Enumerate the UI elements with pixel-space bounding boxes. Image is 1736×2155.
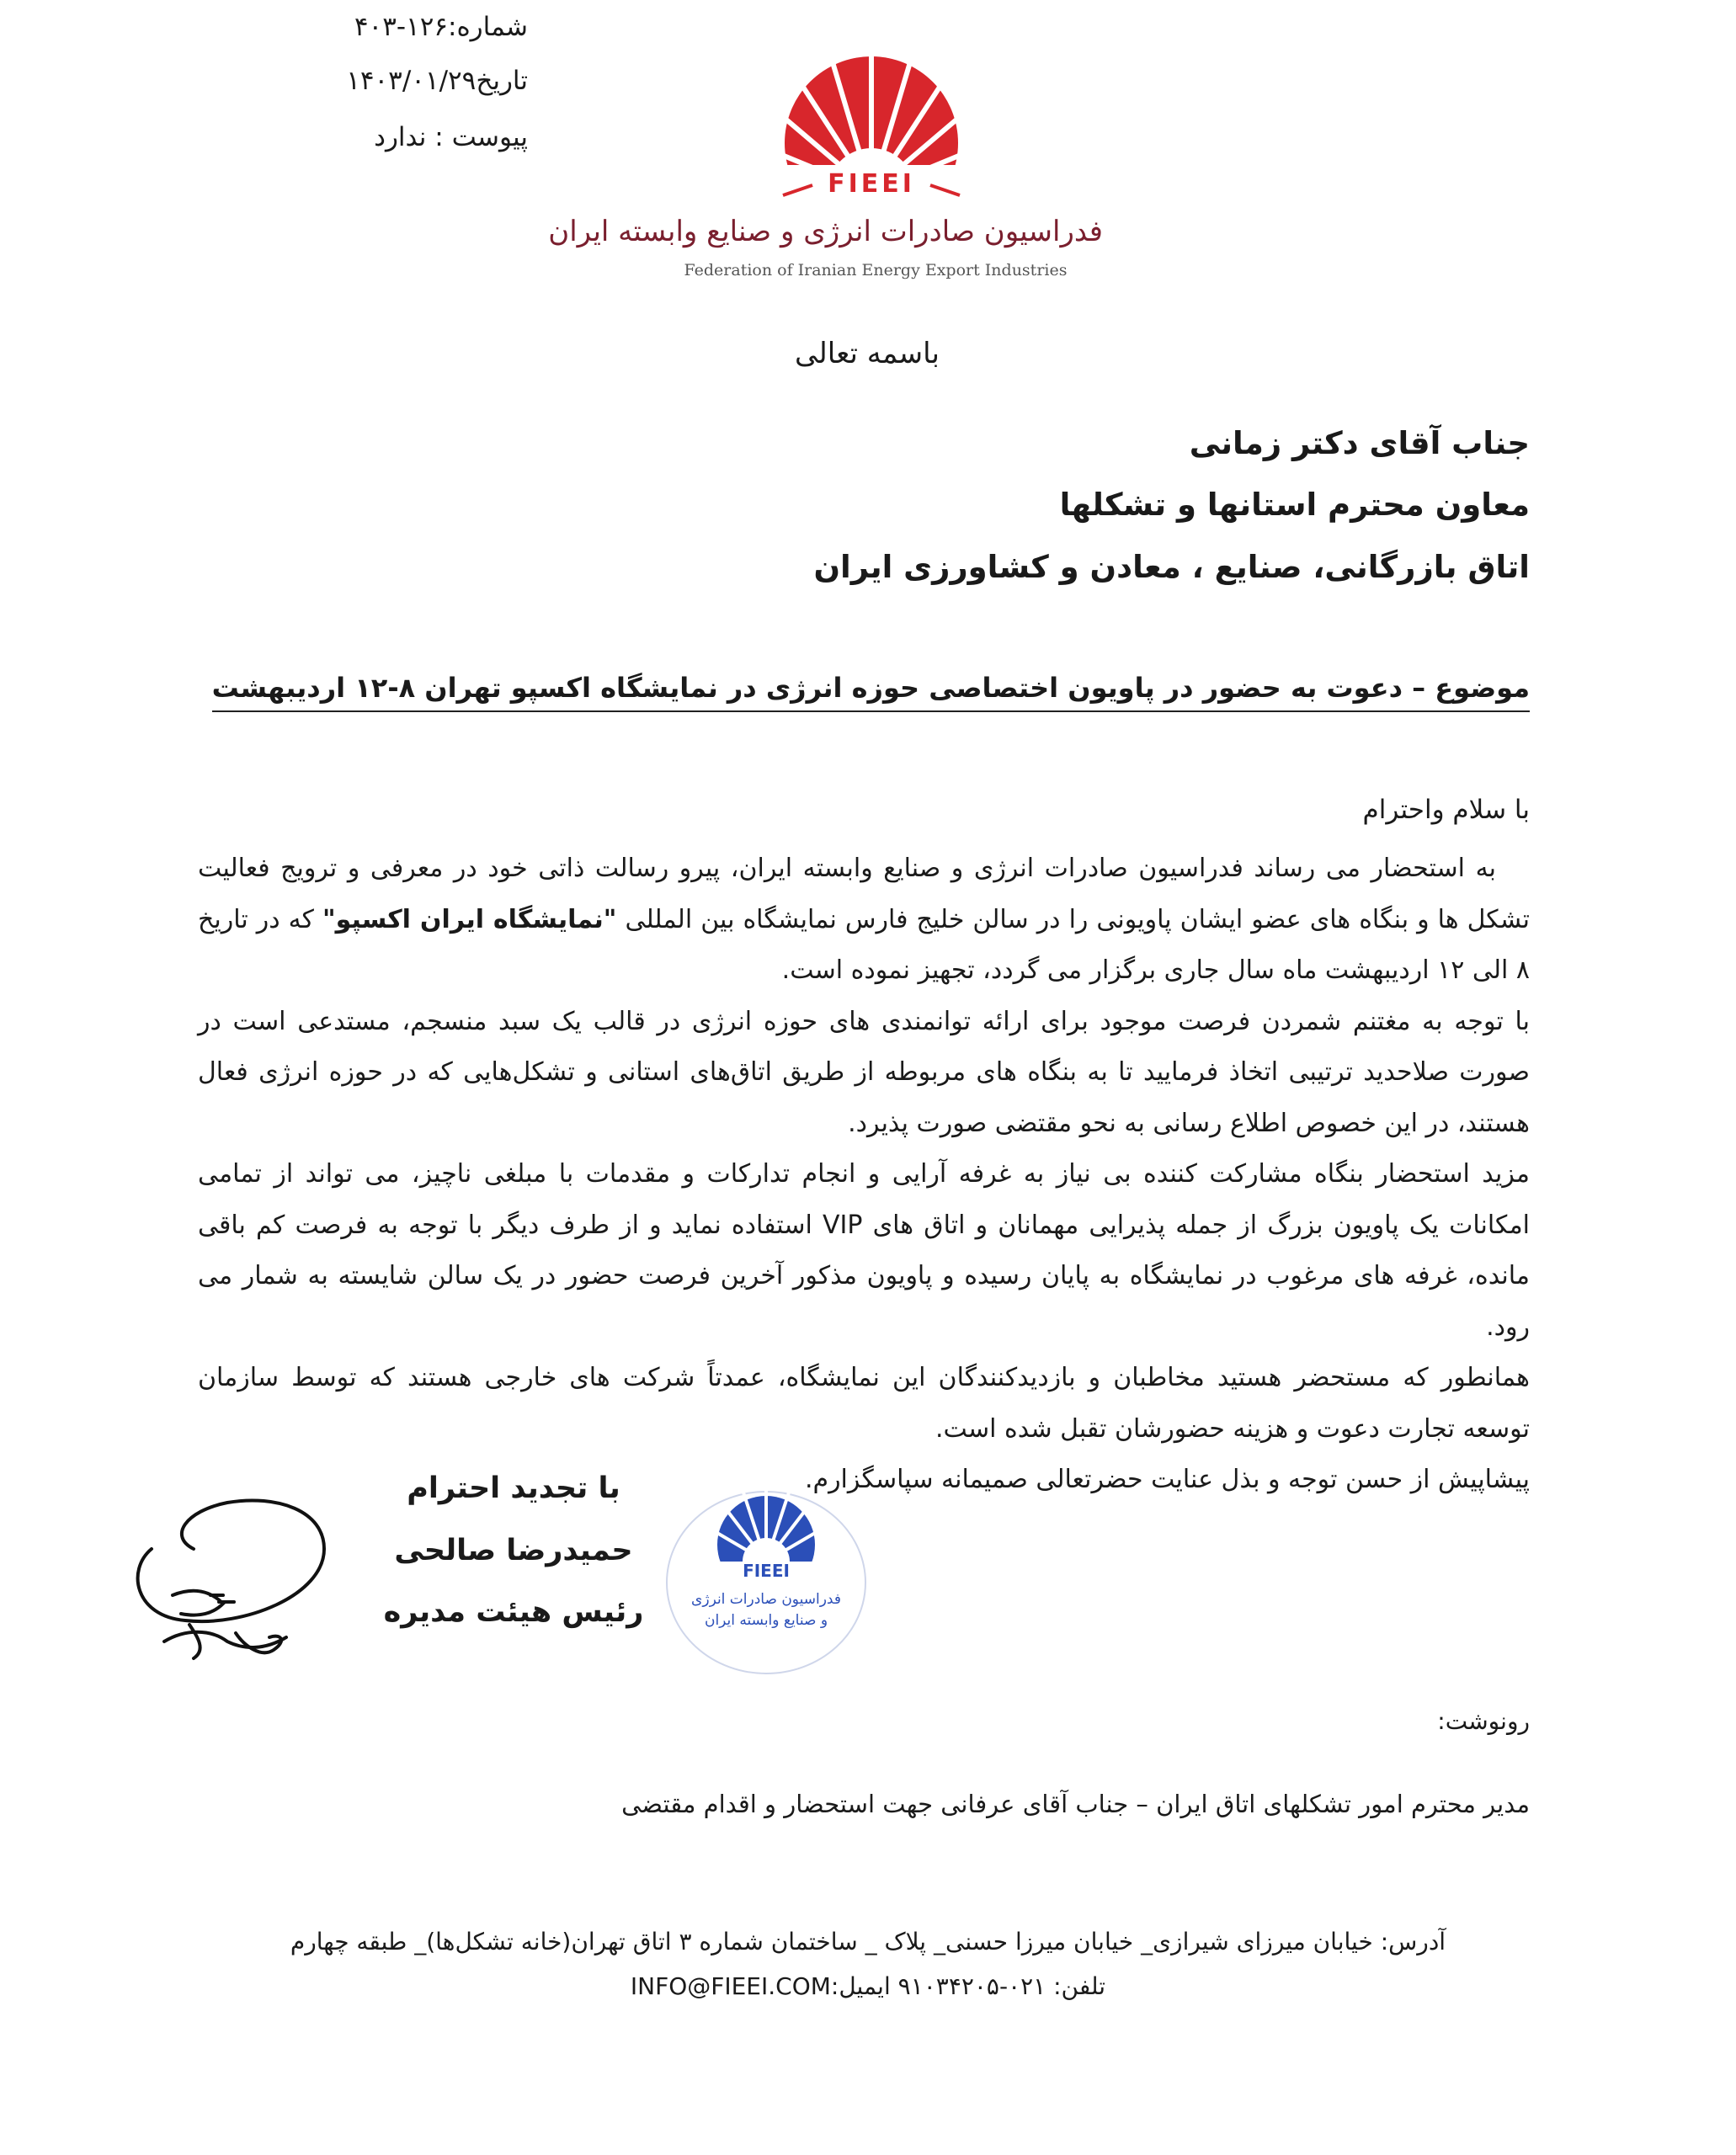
body-paragraph-3: مزید استحضار بنگاه مشارکت کننده بی نیاز به غرفه آرایی و انجام تدارکات و مقدمات با مبلغی ناچیز، می تواند از تمامی امکانات یک پاویون بزرگ از جمله پذیرایی مهمانان و اتاق های VIP استفاده نماید و از طرف دیگر با توجه به فرصت کم باقی مانده، غرفه های مرغوب در نمایشگاه به پایان رسیده و پاویون مذکور آخرین فرصت حضور در یک سالن شایسته به شمار می رود. <box>198 1159 1531 1342</box>
cc-label: رونوشت: <box>1437 1707 1530 1735</box>
signoff-name: حمیدرضا صالحی <box>394 1534 633 1567</box>
fieei-sunburst-icon <box>665 51 1086 219</box>
body-p1-start: به استحضار می رساند فدراسیون صادرات انرژی و صنایع وابسته ایران، پیرو رسالت ذاتی خود در معرفی و ترویج فعالیت تشکل ها و بنگاه های عضو ایشان پاویونی را در سالن خلیج فارس نمایشگاه بین المللی <box>198 854 1530 934</box>
letter-date: تاریخ۱۴۰۳/۰۱/۲۹ <box>346 66 528 96</box>
letter-subject: موضوع – دعوت به حضور در پاویون اختصاصی حوزه انرژی در نمایشگاه اکسپو تهران ۸-۱۲ اردیبهشت <box>212 672 1530 712</box>
signoff-title: رئیس هیئت مدیره <box>383 1595 644 1629</box>
body-paragraph-2: با توجه به مغتنم شمردن فرصت موجود برای ارائه توانمندی های حوزه انرژی در قالب یک سبد منسجم، مستدعی است در صورت صلاحدید ترتیبی اتخاذ فرمایید تا به بنگاه های مربوطه از طریق اتاق‌های استانی و تشکل‌هایی که در حوزه انرژی فعال هستند، در این خصوص اطلاع رسانی به نحو مقتضی صورت پذیرد. <box>198 1006 1530 1138</box>
handwritten-signature <box>118 1469 345 1688</box>
cc-recipient: مدیر محترم امور تشکلهای اتاق ایران – جناب آقای عرفانی جهت استحضار و اقدام مقتضی <box>621 1790 1530 1818</box>
logo-name-en: Federation of Iranian Energy Export Industries <box>684 261 1068 279</box>
federation-stamp <box>648 1477 884 1688</box>
greeting: با سلام واحترام <box>1362 795 1530 825</box>
letter-number: شماره:۱۲۶-۴۰۳ <box>354 12 528 42</box>
addressee-line-1: جناب آقای دکتر زمانی <box>1189 425 1530 461</box>
stamp-line-2: و صنایع وابسته ایران <box>704 1612 828 1629</box>
stamp-line-1: فدراسیون صادرات انرژی <box>691 1591 841 1608</box>
body-paragraph-4: همانطور که مستحضر هستید مخاطبان و بازدیدکنندگان این نمایشگاه، عمدتاً شرکت های خارجی هستند که توسط سازمان توسعه تجارت دعوت و هزینه حضورشان تقبل شده است. <box>198 1363 1530 1444</box>
body-p1-expo-name: "نمایشگاه ایران اکسپو" <box>322 904 617 934</box>
body-p1-end: که در تاریخ ۸ الی ۱۲ اردیبهشت ماه سال جاری برگزار می گردد، تجهیز نموده است. <box>198 904 1530 985</box>
logo-name-fa: فدراسیون صادرات انرژی و صنایع وابسته ایران <box>548 215 1103 248</box>
logo-mark-text: FIEEI <box>828 169 915 199</box>
fieei-logo <box>665 51 1086 295</box>
opening-invocation: باسمه تعالی <box>795 337 940 370</box>
letter-attachment: پیوست : ندارد <box>374 122 528 152</box>
letter-body <box>198 843 1530 1506</box>
addressee-line-2: معاون محترم استانها و تشکلها <box>1059 487 1530 523</box>
signoff-closing: با تجدید احترام <box>407 1471 620 1505</box>
body-paragraph-5: پیشاپیش از حسن توجه و بذل عنایت حضرتعالی صمیمانه سپاسگزارم. <box>804 1465 1530 1494</box>
addressee-line-3: اتاق بازرگانی، صنایع ، معادن و کشاورزی ایران <box>813 549 1530 585</box>
body-paragraph-1 <box>198 843 1530 997</box>
stamp-mark-text: FIEEI <box>743 1561 790 1581</box>
footer-contact: تلفن: ۰۲۱-۹۱۰۳۴۲۰۵ ایمیل:INFO@FIEEI.COM <box>630 1972 1106 2000</box>
footer-address: آدرس: خیابان میرزای شیرازی_ خیابان میرزا حسنی_ پلاک _ ساختمان شماره ۳ اتاق تهران(خانه تشکل‌ها)_ طبقه چهارم <box>290 1928 1446 1955</box>
